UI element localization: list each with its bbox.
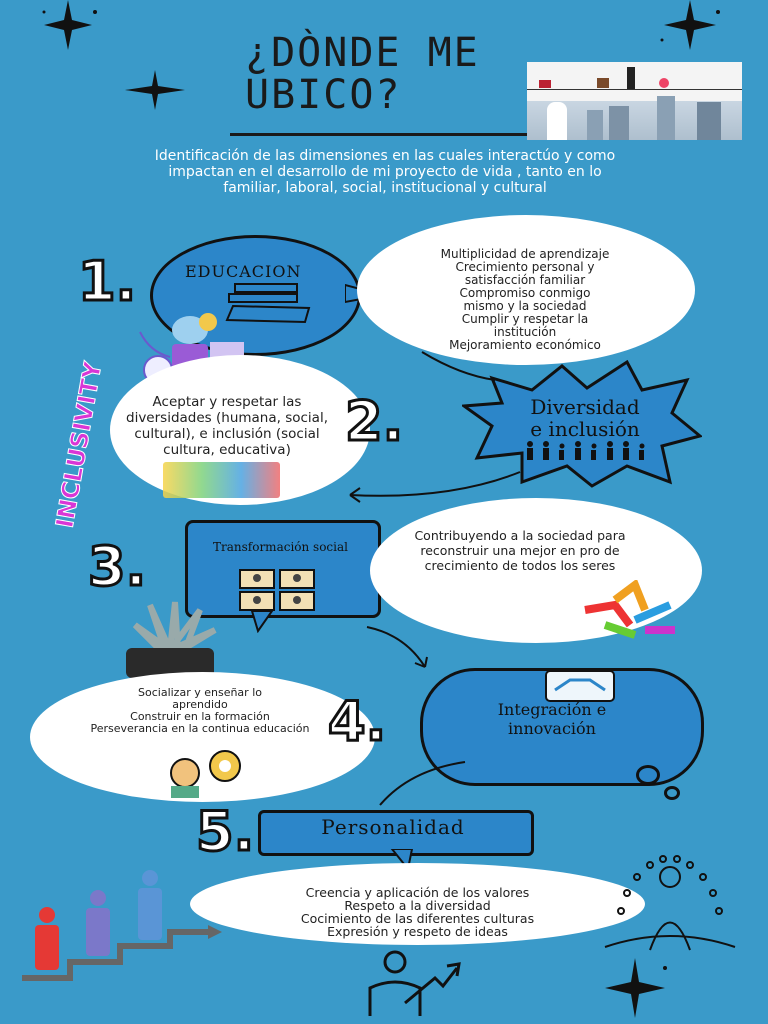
city-photo [527,62,742,140]
list-item: Compromiso conmigo mismo y la sociedad [459,286,591,313]
section-3-number: 3. [88,535,147,598]
world-map-image [163,462,280,498]
heading-line: e inclusión [530,417,640,441]
sparkle-icon [595,958,675,1018]
section-1-heading: EDUCACION [185,262,302,281]
section-3-text: Contribuyendo a la sociedad para reconstruir una mejor en pro de crecimiento de todos los seres [414,528,626,573]
section-3-heading: Transformación social [213,540,348,554]
section-5-number: 5. [196,800,255,863]
list-item: Expresión y respeto de ideas [327,924,508,939]
heading-line: Diversidad [530,395,640,419]
list-item: Socializar y enseñar lo aprendido [138,686,262,711]
thought-dot [664,786,680,800]
people-silhouettes-icon [522,440,652,460]
section-5-list [205,886,630,938]
section-4-list [80,687,320,735]
list-item: Cumplir y respetar la institución [461,312,589,339]
page-title: ¿DÒNDE ME UBICO? [245,30,480,118]
section-4-number: 4. [328,690,387,753]
title-underline [230,133,530,136]
list-item: Cocimiento de las diferentes culturas [300,911,535,926]
list-item: Respeto a la diversidad [344,898,491,913]
thought-dot [636,765,660,785]
list-item: Construir en la formación [130,710,270,723]
plant-pot-icon [120,600,220,680]
hands-icon [575,580,685,640]
section-5-heading: Personalidad [321,815,465,839]
sparkle-icon [30,0,110,50]
list-item: Multiplicidad de aprendizaje [440,247,610,261]
section-1-list [380,248,670,352]
handshake-icon [545,670,615,702]
list-item: Creencia y aplicación de los valores [305,885,530,900]
sparkle-icon [115,70,195,110]
list-item: Crecimiento personal y satisfacción familiar [455,260,595,287]
growth-person-icon [365,948,465,1018]
heading-line: innovación [508,719,596,738]
section-1-number: 1. [78,250,137,313]
list-item: Perseverancia en la continua educación [90,722,310,735]
heading-line: Integración e [497,700,607,719]
list-item: Mejoramiento económico [449,338,601,352]
section-2-text: Aceptar y respetar las diversidades (humana, social, cultural), e inclusión (social cultura, educativa) [126,394,328,458]
career-stairs-icon [20,870,225,985]
page-subtitle: Identificación de las dimensiones en las cuales interactúo y como impactan en el desarrollo de mi proyecto de vida , tanto en lo familiar, laboral, social, institucional y cultural [154,148,616,196]
section-2-heading [505,396,665,440]
connector-arrow [370,760,470,810]
sparkle-icon [650,0,730,50]
meditation-icon [595,855,745,955]
person-idea-icon [165,748,260,798]
section-2-number: 2. [345,390,404,453]
connector-arrow [365,625,435,675]
speech-tail [250,611,280,633]
video-call-icon [238,568,318,612]
inclusivity-word: INCLUSIVITY [50,359,108,531]
section-4-heading [452,700,652,738]
connector-arrow [420,350,500,390]
